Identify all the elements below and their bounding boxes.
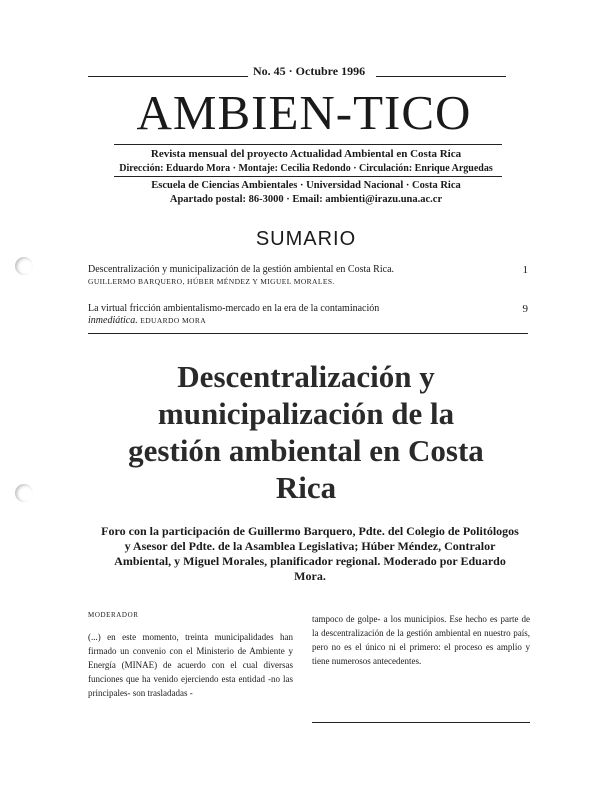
credits-line: Dirección: Eduardo Mora · Montaje: Cecilia Redondo · Circulación: Enrique Arguedas [119,163,493,174]
column-2-text: tampoco de golpe- a los municipios. Ese hecho es parte de la descentralización de la gestión ambiental en nuestro país, pero no es el único ni el primero: el proceso es amplio y tiene numerosos antecedentes. [312,614,530,666]
issue-rule-right [376,76,506,77]
issue-line [88,64,506,80]
article-subtitle: Foro con la participación de Guillermo Barquero, Pdte. del Colegio de Politólogos y Asesor del Pdte. de la Asamblea Legislativa; Húber Méndez, Contralor Ambiental, y Miguel Morales, planificador regional. Moderado por Eduardo Mora. [101,524,519,583]
punch-hole-bottom [15,484,33,502]
toc-entry-1[interactable] [88,264,528,288]
issue-number: No. 45 · Octubre 1996 [253,64,366,78]
sumario-rule [88,333,528,334]
article-title-line: gestión ambiental en Costa [128,433,484,468]
sumario-heading: SUMARIO [255,228,357,250]
punch-hole-top [15,257,33,275]
toc-entry-page: 9 [522,303,528,315]
toc-entry-title: Descentralización y municipalización de la gestión ambiental en Costa Rica. [88,264,395,275]
article-title-line: municipalización de la [157,396,455,431]
column-end-rule [312,722,530,723]
masthead-title: AMBIEN-TICO [136,85,472,140]
article-title-line: Descentralización y [177,359,435,394]
toc-entry-title-italic: inmediática. [88,315,138,326]
masthead-rule-top [114,144,502,145]
toc-entry-authors: GUILLERMO BARQUERO, HÚBER MÉNDEZ Y MIGUEL MORALES. [88,277,335,286]
article-column-1 [88,608,293,700]
contact-line: Apartado postal: 86-3000 · Email: ambienti@irazu.una.ac.cr [169,194,443,205]
tagline: Revista mensual del proyecto Actualidad Ambiental en Costa Rica [150,148,462,160]
masthead-rule-mid [114,176,502,177]
toc-entry-page: 1 [522,264,528,276]
article-title [90,358,522,506]
toc-entry-authors: EDUARDO MORA [140,316,207,325]
institution-line: Escuela de Ciencias Ambientales · Universidad Nacional · Costa Rica [151,180,461,191]
article-title-line: Rica [275,470,337,505]
speaker-label: MODERADOR [88,611,139,619]
toc-entry-2[interactable] [88,303,528,327]
article-column-2 [312,612,530,668]
column-1-text: (...) en este momento, treinta municipalidades han firmado un convenio con el Ministerio de Ambiente y Energía (MINAE) de acuerdo con el cual diversas funciones que ha venido ejerciendo esta entidad -no las principales- son trasladadas - [88,632,293,698]
issue-rule-left [88,76,248,77]
toc-entry-title: La virtual fricción ambientalismo-mercado en la era de la contaminación [88,303,380,314]
